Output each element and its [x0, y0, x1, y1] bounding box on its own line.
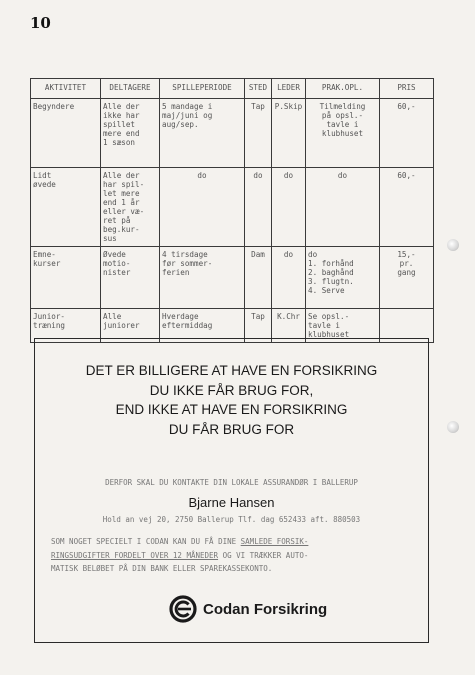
cell-aktivitet: Emne- kurser	[31, 247, 101, 309]
paragraph-text: OG VI TRÆKKER AUTO-	[218, 550, 309, 560]
cell-sted: Tap	[245, 99, 272, 168]
logo-text: Codan Forsikring	[203, 600, 328, 618]
cell-aktivitet: Lidt øvede	[31, 168, 101, 247]
cell-prak-opl: do 1. forhånd 2. baghånd 3. flugtn. 4. Serve	[306, 247, 380, 309]
punch-hole-top	[447, 239, 459, 251]
punch-hole-bottom	[447, 421, 459, 433]
table-row	[31, 168, 434, 247]
cell-aktivitet: Junior- træning	[31, 309, 101, 343]
cell-deltagere: Alle der har spil- let mere end 1 år eller væ- ret på beg.kur- sus	[101, 168, 160, 247]
headline-line: END IKKE AT HAVE EN FORSIKRING	[115, 402, 348, 417]
cell-spilleperiode: do	[160, 168, 245, 247]
cell-deltagere: Alle der ikke har spillet mere end 1 sæson	[101, 99, 160, 168]
headline-line: DU FÅR BRUG FOR	[168, 421, 295, 437]
header-aktivitet: AKTIVITET	[31, 79, 101, 99]
cell-spilleperiode: 5 mandage i maj/juni og aug/sep.	[160, 99, 245, 168]
cell-spilleperiode: 4 tirsdage før sommer- ferien	[160, 247, 245, 309]
cell-prak-opl: Se opsl.- tavle i klubhuset	[306, 309, 380, 343]
paragraph-text: MATISK BELØBET PÅ DIN BANK ELLER SPAREKASSEKONTO.	[51, 564, 273, 573]
cell-aktivitet: Begyndere	[31, 99, 101, 168]
cell-spilleperiode: Hverdage eftermiddag	[160, 309, 245, 343]
cell-prak-opl: do	[306, 168, 380, 247]
codan-logo-icon	[169, 595, 197, 623]
codan-logo	[169, 595, 327, 623]
paragraph-underlined-text: SAMLEDE FORSIK-	[240, 537, 309, 546]
paragraph-text: SOM NOGET SPECIELT I CODAN KAN DU FÅ DINE	[51, 537, 241, 546]
cell-sted: Tap	[245, 309, 272, 343]
cell-deltagere: Øvede motio- nister	[101, 247, 160, 309]
header-prak-opl: PRAK.OPL.	[306, 79, 380, 99]
cell-sted: Dam	[245, 247, 272, 309]
page-number: 10	[30, 14, 51, 32]
cell-leder: do	[272, 247, 306, 309]
table-row	[31, 99, 434, 168]
paragraph-underlined-text: RINGSUDGIFTER FORDELT OVER 12 MÅNEDER	[51, 550, 219, 560]
cell-pris: 15,- pr. gang	[380, 247, 434, 309]
headline-line: DU IKKE FÅR BRUG FOR,	[149, 382, 314, 398]
cell-leder: do	[272, 168, 306, 247]
cell-sted: do	[245, 168, 272, 247]
cell-leder: P.Skip	[272, 99, 306, 168]
cell-prak-opl: Tilmelding på opsl.- tavle i klubhuset	[306, 99, 380, 168]
header-deltagere: DELTAGERE	[101, 79, 160, 99]
header-pris: PRIS	[380, 79, 434, 99]
cell-pris: 60,-	[380, 99, 434, 168]
insurance-advertisement	[34, 338, 429, 643]
header-spilleperiode: SPILLEPERIODE	[160, 79, 245, 99]
table-row	[31, 247, 434, 309]
cell-pris: 60,-	[380, 168, 434, 247]
cell-deltagere: Alle juniorer	[101, 309, 160, 343]
header-leder: LEDER	[272, 79, 306, 99]
table-header-row	[31, 79, 434, 99]
address-line: Hold an vej 20, 2750 Ballerup Tlf. dag 652433 aft. 880503	[102, 515, 361, 524]
activity-schedule-table	[30, 78, 434, 343]
ad-headline	[35, 361, 428, 439]
ad-paragraph	[51, 535, 414, 576]
header-sted: STED	[245, 79, 272, 99]
headline-line: DET ER BILLIGERE AT HAVE EN FORSIKRING	[85, 363, 378, 378]
contact-line: DERFOR SKAL DU KONTAKTE DIN LOKALE ASSURANDØR I BALLERUP	[105, 478, 358, 487]
cell-leder: K.Chr	[272, 309, 306, 343]
agent-name: Bjarne Hansen	[188, 495, 275, 510]
